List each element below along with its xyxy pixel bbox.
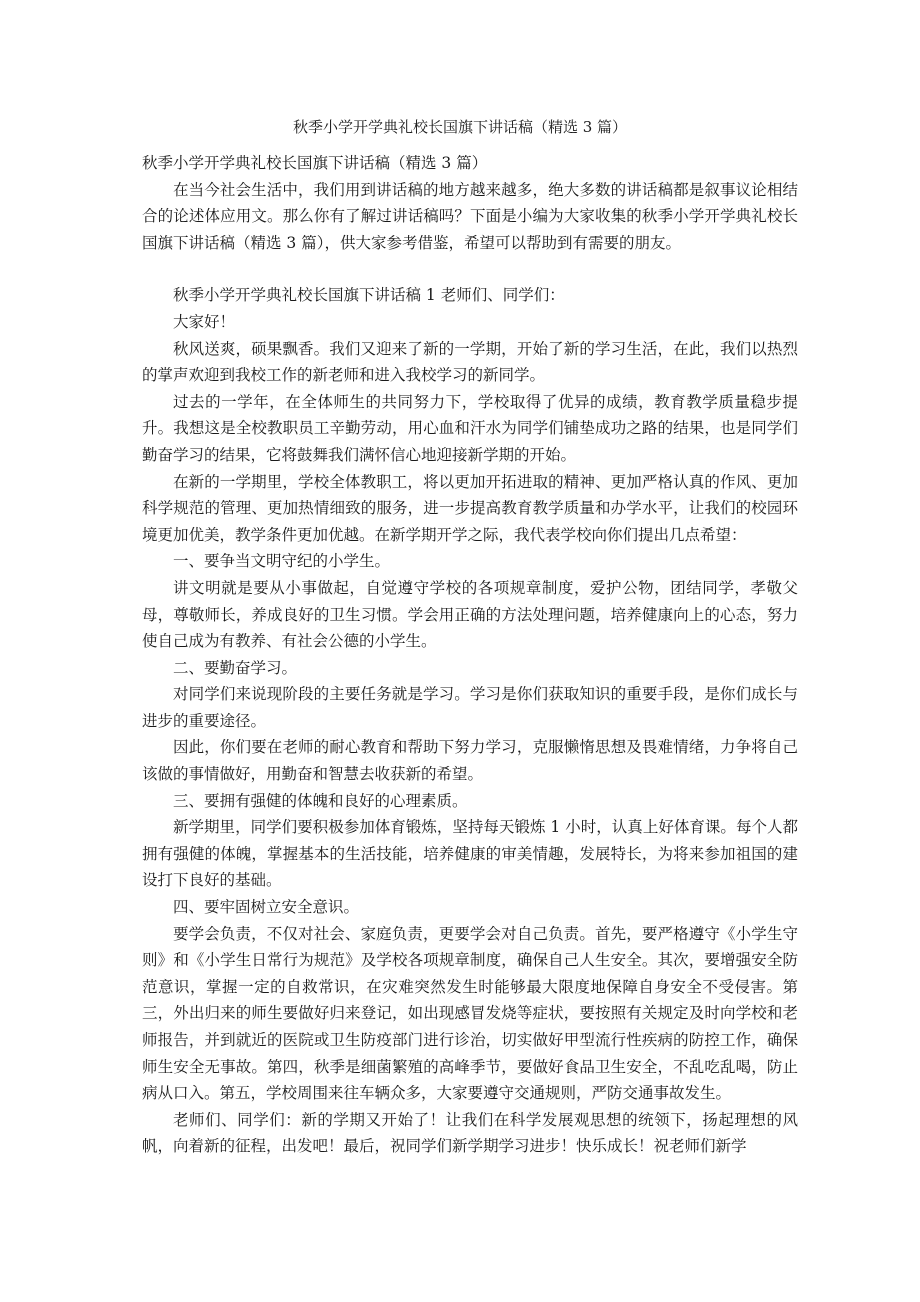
speech-1-heading: 秋季小学开学典礼校长国旗下讲话稿 1 老师们、同学们： (173, 286, 565, 305)
document-title: 秋季小学开学典礼校长国旗下讲话稿（精选 3 篇） (292, 118, 628, 136)
body-paragraph: 要学会负责，不仅对社会、家庭负责，更要学会对自己负责。首先，要严格遵守《小学生守则》和《小学生日常行为规范》及学校各项规章制度，确保自己人生安全。其次，要增强安全防范意识，掌握一定的自救常识，在灾难突然发生时能够最大限度地保障自身安全不受侵害。第三，外出归来的师生要做好归来登记，如出现感冒发烧等症状，要按照有关规定及时向学校和老师报告，并到就近的医院或卫生防疫部门进行诊治，切实做好甲型流行性疾病的防控工作，确保师生安全无事故。第四，秋季是细菌繁殖的高峰季节，要做好食品卫生安全，不乱吃乱喝，防止病从口入。第五，学校周围来往车辆众多，大家要遵守交通规则，严防交通事故发生。 (142, 924, 798, 1103)
body-paragraph: 对同学们来说现阶段的主要任务就是学习。学习是你们获取知识的重要手段，是你们成长与进步的重要途径。 (142, 685, 798, 730)
closing-paragraph: 老师们、同学们：新的学期又开始了！让我们在科学发展观思想的统领下，扬起理想的风帆，向着新的征程，出发吧！最后，祝同学们新学期学习进步！快乐成长！祝老师们新学 (142, 1110, 798, 1156)
body-paragraph: 讲文明就是要从小事做起，自觉遵守学校的各项规章制度，爱护公物，团结同学，孝敬父母，尊敬师长，养成良好的卫生习惯。学会用正确的方法处理问题，培养健康向上的心态，努力使自己成为有教养、有社会公德的小学生。 (142, 578, 798, 651)
intro-paragraph: 在当今社会生活中，我们用到讲话稿的地方越来越多，绝大多数的讲话稿都是叙事议论相结合的论述体应用文。那么你有了解过讲话稿吗？下面是小编为大家收集的秋季小学开学典礼校长国旗下讲话稿（精选 3 篇），供大家参考借鉴，希望可以帮助到有需要的朋友。 (142, 180, 798, 252)
section-heading-1: 一、要争当文明守纪的小学生。 (173, 552, 391, 571)
body-paragraph: 新学期里，同学们要积极参加体育锻炼，坚持每天锻炼 1 小时，认真上好体育课。每个人都拥有强健的体魄，掌握基本的生活技能，培养健康的审美情趣，发展特长，为将来参加祖国的建设打下良好的基础。 (142, 818, 798, 890)
section-heading-2: 二、要勤奋学习。 (173, 658, 298, 677)
document-body (142, 150, 798, 1160)
section-heading-4: 四、要牢固树立安全意识。 (173, 898, 360, 917)
body-paragraph: 秋风送爽，硕果飘香。我们又迎来了新的一学期，开始了新的学习生活，在此，我们以热烈的掌声欢迎到我校工作的新老师和进入我校学习的新同学。 (142, 339, 798, 385)
body-paragraph: 过去的一学年，在全体师生的共同努力下，学校取得了优异的成绩，教育教学质量稳步提升。我想这是全校教职员工辛勤劳动，用心血和汗水为同学们铺垫成功之路的结果，也是同学们勤奋学习的结果，它将鼓舞我们满怀信心地迎接新学期的开始。 (142, 392, 798, 464)
body-paragraph: 在新的一学期里，学校全体教职工，将以更加开拓进取的精神、更加严格认真的作风、更加科学规范的管理、更加热情细致的服务，进一步提高教育教学质量和办学水平，让我们的校园环境更加优美，教学条件更加优越。在新学期开学之际，我代表学校向你们提出几点希望： (142, 472, 798, 544)
section-heading-3: 三、要拥有强健的体魄和良好的心理素质。 (173, 791, 468, 810)
body-paragraph: 因此，你们要在老师的耐心教育和帮助下努力学习，克服懒惰思想及畏难情绪，力争将自己该做的事情做好，用勤奋和智慧去收获新的希望。 (142, 738, 798, 784)
subtitle-heading: 秋季小学开学典礼校长国旗下讲话稿（精选 3 篇） (142, 154, 488, 172)
greeting-paragraph: 大家好！ (173, 312, 236, 331)
